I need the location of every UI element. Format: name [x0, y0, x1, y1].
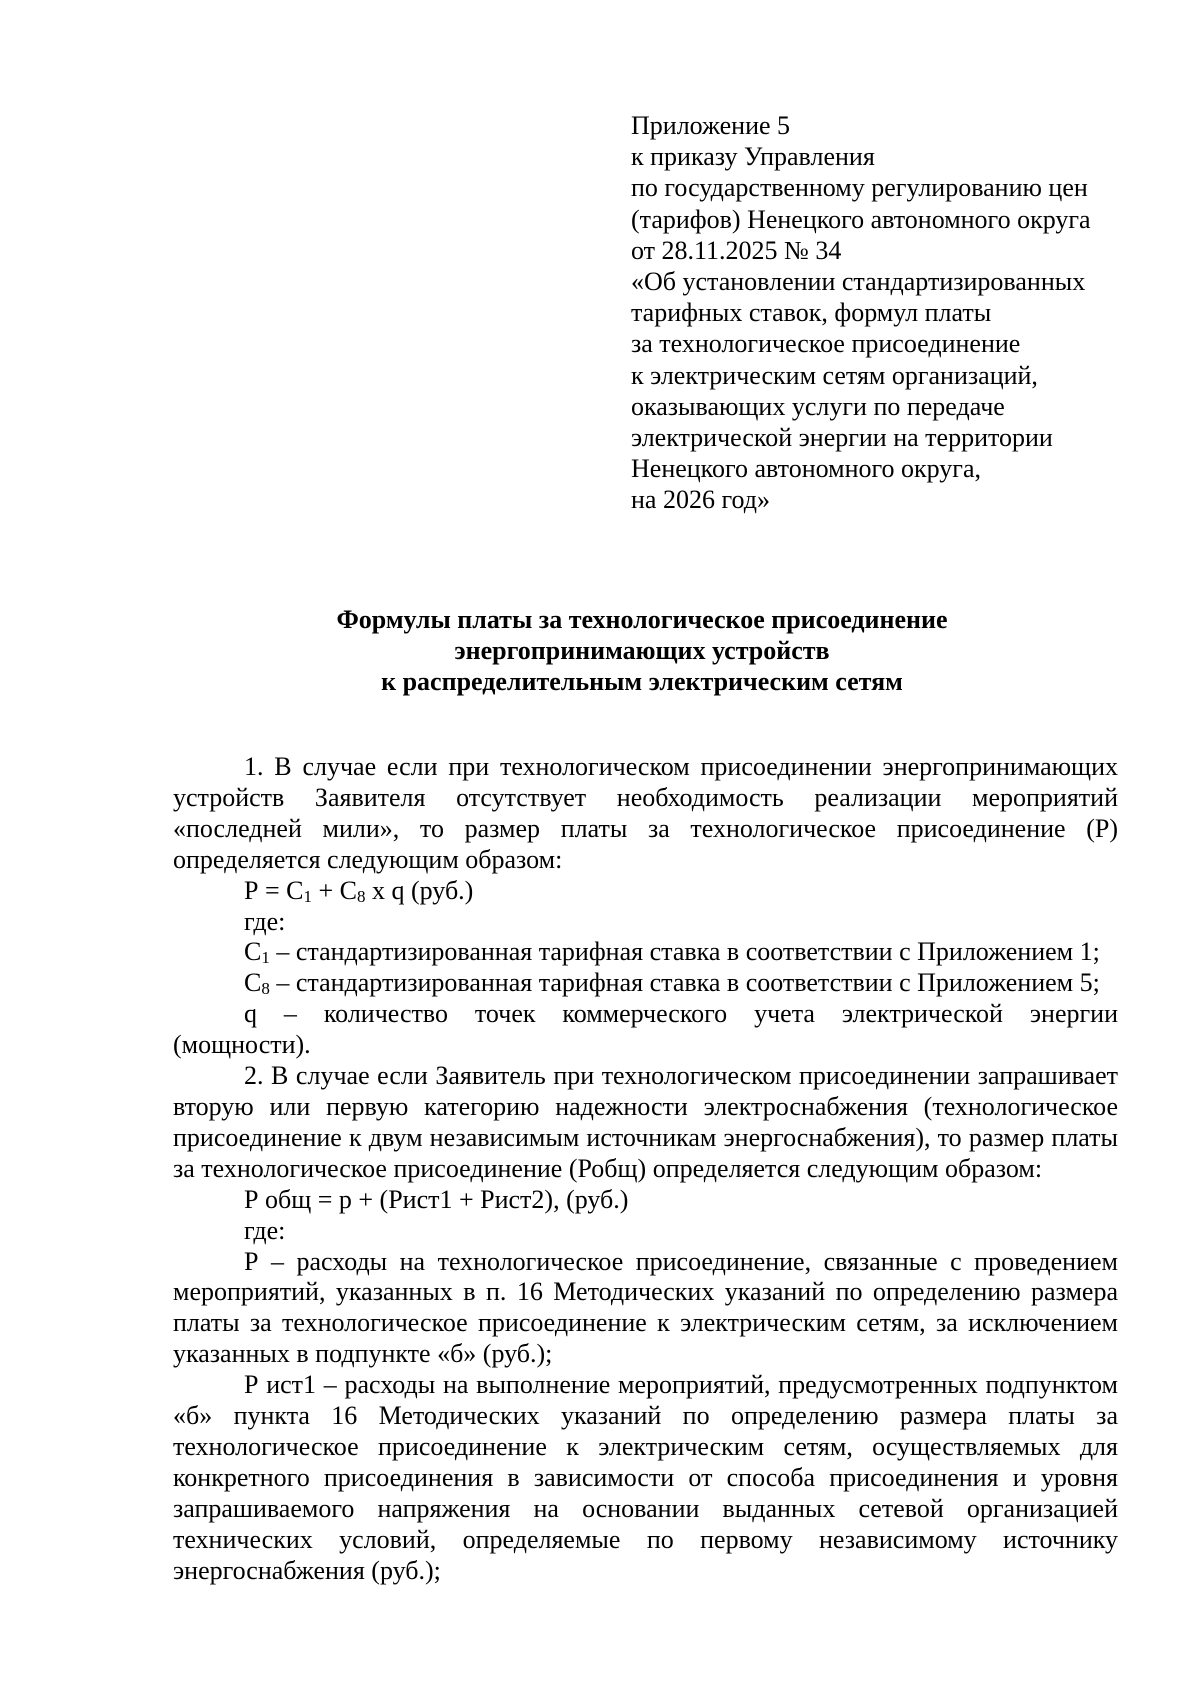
- annex-line: по государственному регулированию цен: [631, 173, 1088, 203]
- document-body: [173, 752, 1118, 1586]
- formula-1: $Р = С_1 + С_8$ х q (руб.): [244, 875, 474, 906]
- annex-line: к электрическим сетям организаций,: [631, 360, 1038, 390]
- definition-p: Р – расходы на технологическое присоединение, связанные с проведением мероприятий, указанных в п. 16 Методических указаний по определению размера платы за технологическое присоединение к электрическим сетям, за исключением указанных в подпункте «б» (руб.);: [173, 1246, 1118, 1369]
- title-line: к распределительным электрическим сетям: [381, 667, 903, 696]
- document-title: [150, 604, 1134, 697]
- definition-p-ist1: Р ист1 – расходы на выполнение мероприятий, предусмотренных подпунктом «б» пункта 16 Методических указаний по определению размера платы за технологическое присоединение к электрическим сетям, осуществляемых для конкретного присоединения в зависимости от способа присоединения и уровня запрашиваемого напряжения на основании выданных сетевой организацией технических условий, определяемые по первому независимому источнику энергоснабжения (руб.);: [173, 1370, 1118, 1585]
- annex-line: электрической энергии на территории: [631, 423, 1053, 453]
- paragraph-1: 1. В случае если при технологическом присоединении энергопринимающих устройств Заявителя отсутствует необходимость реализации мероприятий «последней мили», то размер платы за технологическое присоединение (Р) определяется следующим образом:: [173, 752, 1118, 874]
- title-line: энергопринимающих устройств: [454, 636, 830, 665]
- paragraph-2: 2. В случае если Заявитель при технологическом присоединении запрашивает вторую или первую категорию надежности электроснабжения (технологическое присоединение к двум независимым источникам энергоснабжения), то размер платы за технологическое присоединение (Робщ) определяется следующим образом:: [173, 1061, 1118, 1183]
- annex-line: Ненецкого автономного округа,: [631, 454, 981, 484]
- definition-c8: $С_8$ – стандартизированная тарифная ставка в соответствии с Приложением 5;: [244, 968, 1100, 999]
- annex-line: за технологическое присоединение: [631, 329, 1021, 359]
- where-label: где:: [244, 1215, 286, 1245]
- annex-line: (тарифов) Ненецкого автономного округа: [631, 204, 1091, 234]
- annex-line: на 2026 год»: [631, 485, 770, 515]
- title-line: Формулы платы за технологическое присоединение: [336, 605, 948, 634]
- formula-2: Р общ = р + (Рист1 + Рист2), (руб.): [244, 1184, 629, 1214]
- annex-line: «Об установлении стандартизированных: [631, 267, 1086, 297]
- annex-line: к приказу Управления: [631, 142, 875, 172]
- definition-q: q – количество точек коммерческого учета электрической энергии (мощности).: [173, 999, 1118, 1060]
- annex-line: от 28.11.2025 № 34: [631, 235, 842, 265]
- annex-line: Приложение 5: [631, 111, 791, 140]
- where-label: где:: [244, 906, 286, 936]
- annex-line: оказывающих услуги по передаче: [631, 391, 1005, 421]
- annex-block: [631, 110, 1101, 516]
- definition-c1: $С_1$ – стандартизированная тарифная ставка в соответствии с Приложением 1;: [244, 937, 1100, 968]
- annex-line: тарифных ставок, формул платы: [631, 298, 992, 328]
